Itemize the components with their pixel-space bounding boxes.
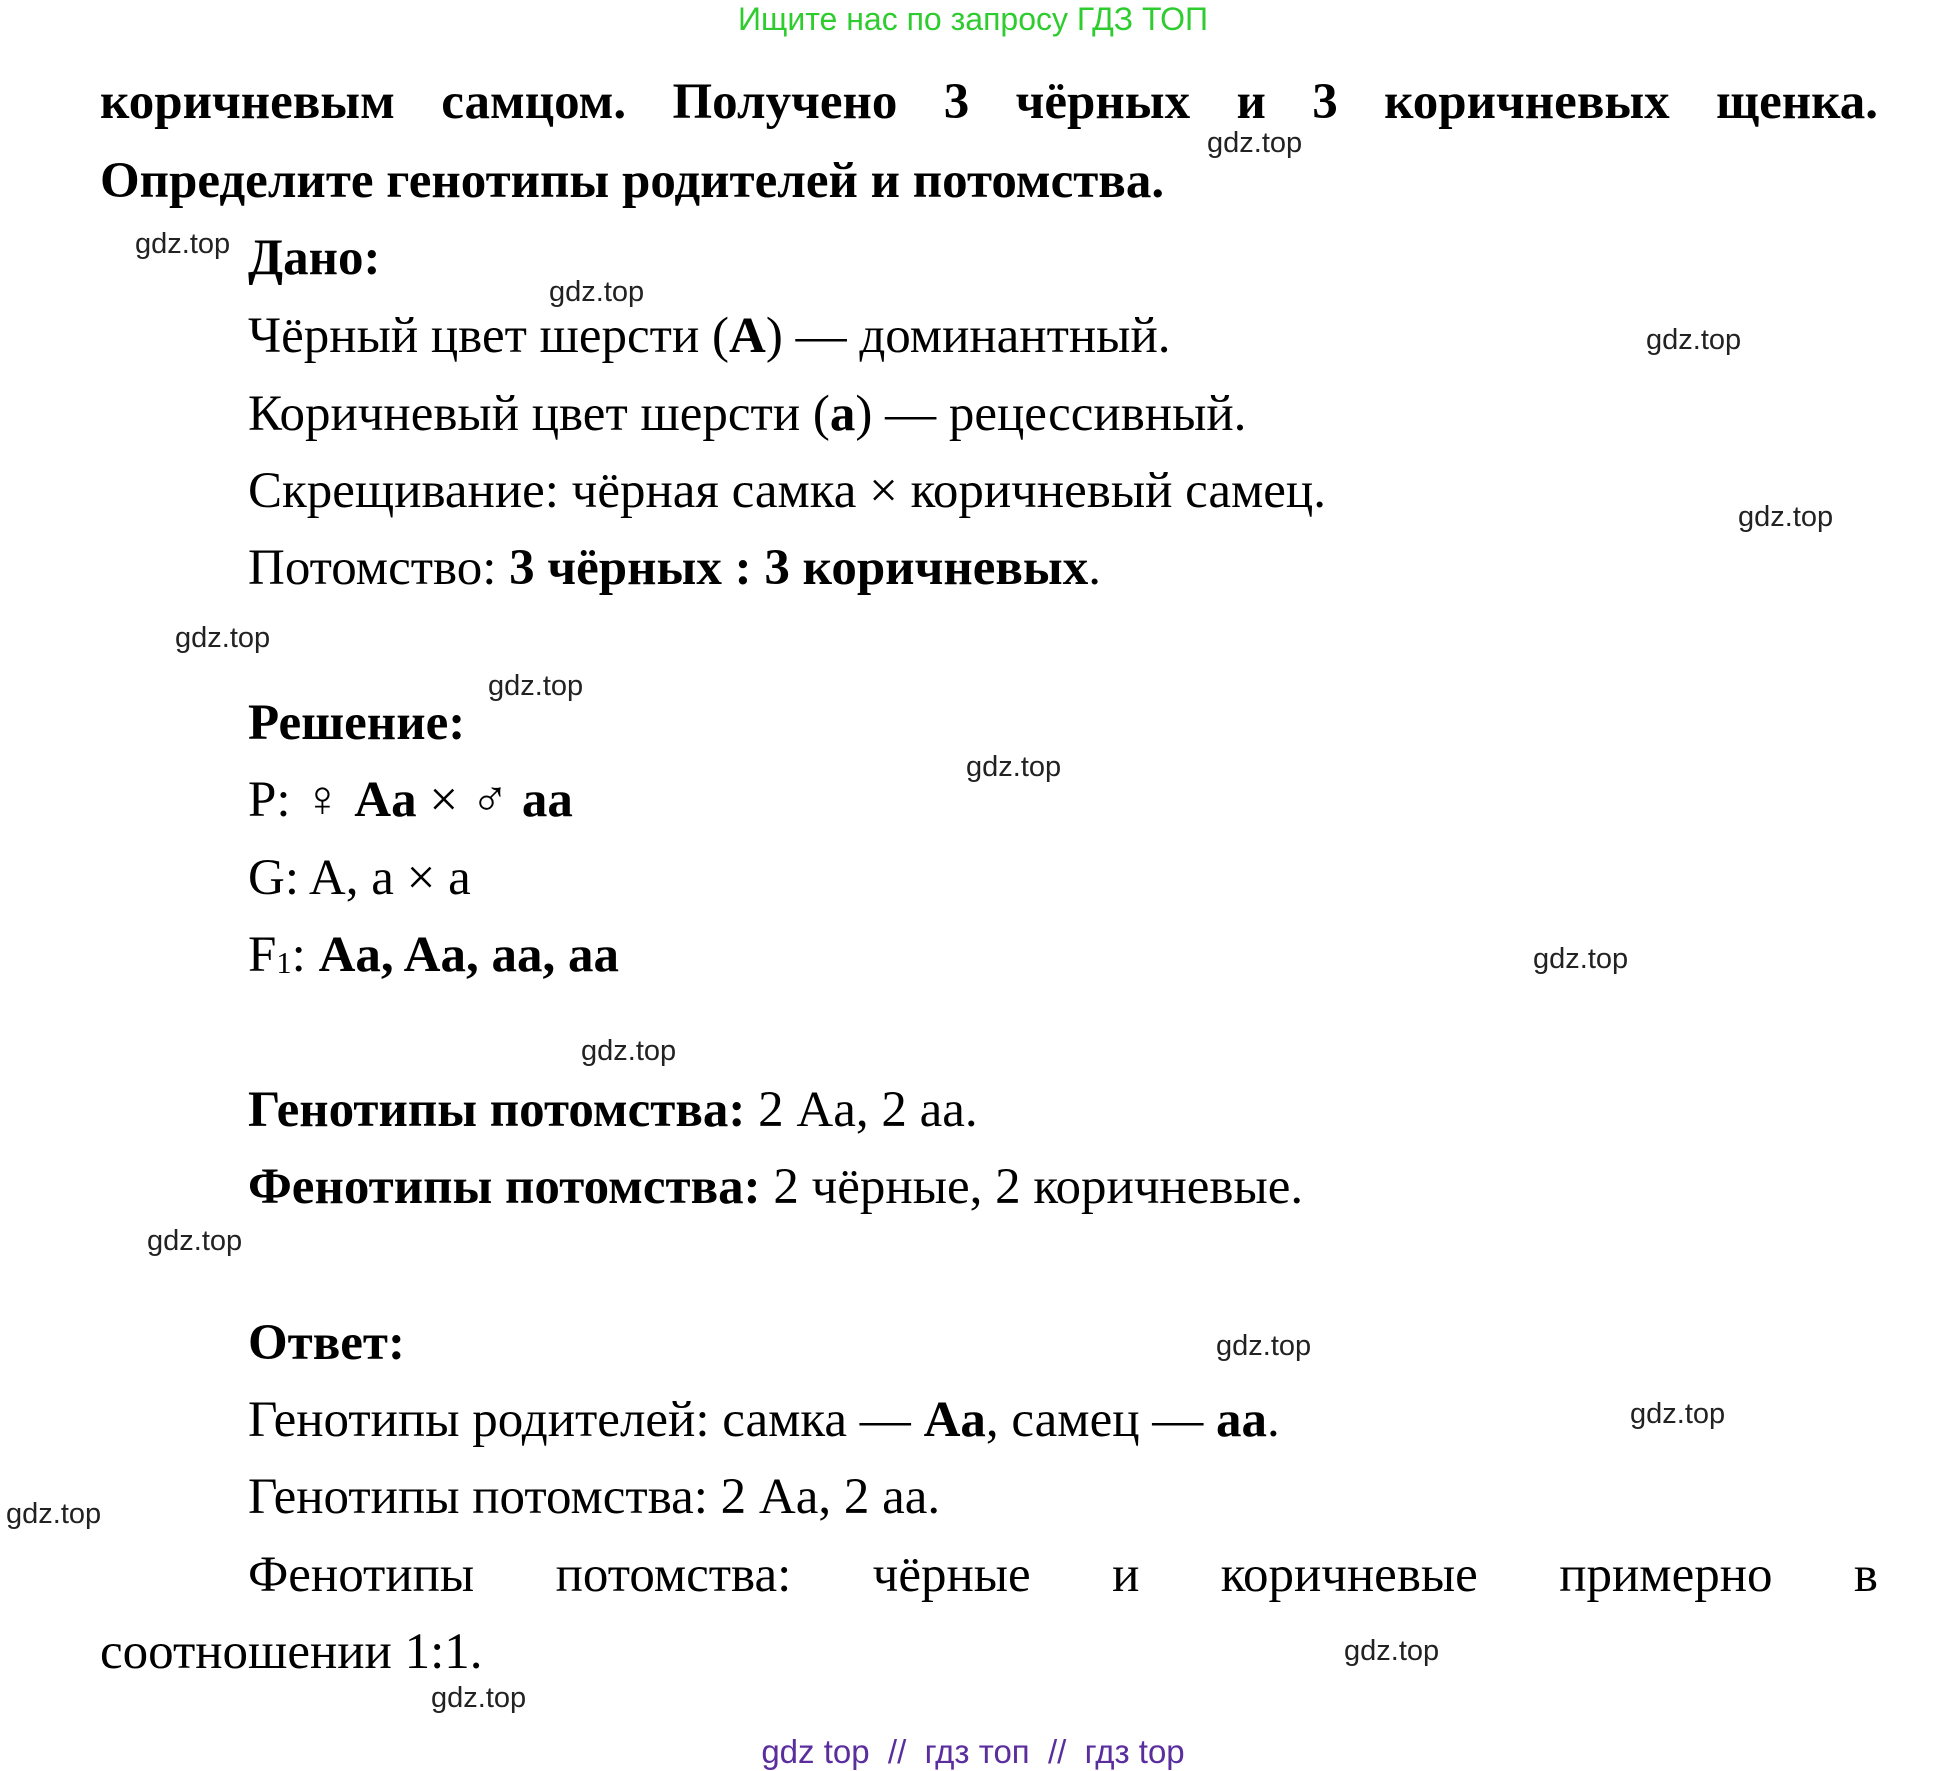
solution-phenotypes: Фенотипы потомства: 2 чёрные, 2 коричневые. <box>248 1159 1304 1215</box>
watermark: gdz.top <box>6 1498 102 1530</box>
task-line-2: Определите генотипы родителей и потомства. <box>100 153 1165 209</box>
watermark: gdz.top <box>1216 1330 1312 1362</box>
watermark: gdz.top <box>488 670 584 702</box>
footer-links: gdz top // гдз топ // гдз top <box>761 1733 1185 1770</box>
given-heading: Дано: <box>248 230 381 286</box>
answer-parents: Генотипы родителей: самка — Aa, самец — aa. <box>248 1392 1280 1448</box>
solution-gametes: G: A, a × a <box>248 850 471 906</box>
given-cross: Скрещивание: чёрная самка × коричневый самец. <box>248 463 1326 519</box>
task-line-1: коричневым самцом. Получено 3 чёрных и 3 коричневых щенка. <box>100 74 1878 130</box>
watermark: gdz.top <box>147 1225 243 1257</box>
watermark: gdz.top <box>175 622 271 654</box>
solution-f1: $F_1$: Aa, Aa, aa, aa <box>248 927 619 983</box>
watermark: gdz.top <box>1630 1398 1726 1430</box>
answer-heading: Ответ: <box>248 1315 405 1371</box>
solution-heading: Решение: <box>248 695 466 751</box>
watermark: gdz.top <box>1646 324 1742 356</box>
given-recessive: Коричневый цвет шерсти (a) — рецессивный. <box>248 386 1247 442</box>
given-offspring: Потомство: 3 чёрных : 3 коричневых. <box>248 540 1101 596</box>
given-dominant: Чёрный цвет шерсти (A) — доминантный. <box>248 308 1171 364</box>
answer-phenotypes: Фенотипы потомства: чёрные и коричневые примерно в <box>248 1547 1878 1603</box>
search-banner: Ищите нас по запросу ГДЗ ТОП <box>738 1 1208 37</box>
watermark: gdz.top <box>966 751 1062 783</box>
watermark: gdz.top <box>431 1682 527 1714</box>
solution-genotypes: Генотипы потомства: 2 Aa, 2 aa. <box>248 1082 978 1138</box>
watermark: gdz.top <box>581 1035 677 1067</box>
watermark: gdz.top <box>549 276 645 308</box>
watermark: gdz.top <box>1738 501 1834 533</box>
answer-ratio: соотношении 1:1. <box>100 1624 483 1680</box>
watermark: gdz.top <box>1207 127 1303 159</box>
solution-parents: P: ♀ Aa × ♂ aa <box>248 772 573 828</box>
watermark: gdz.top <box>1533 943 1629 975</box>
watermark: gdz.top <box>1344 1635 1440 1667</box>
watermark: gdz.top <box>135 228 231 260</box>
answer-genotypes: Генотипы потомства: 2 Aa, 2 aa. <box>248 1469 941 1525</box>
